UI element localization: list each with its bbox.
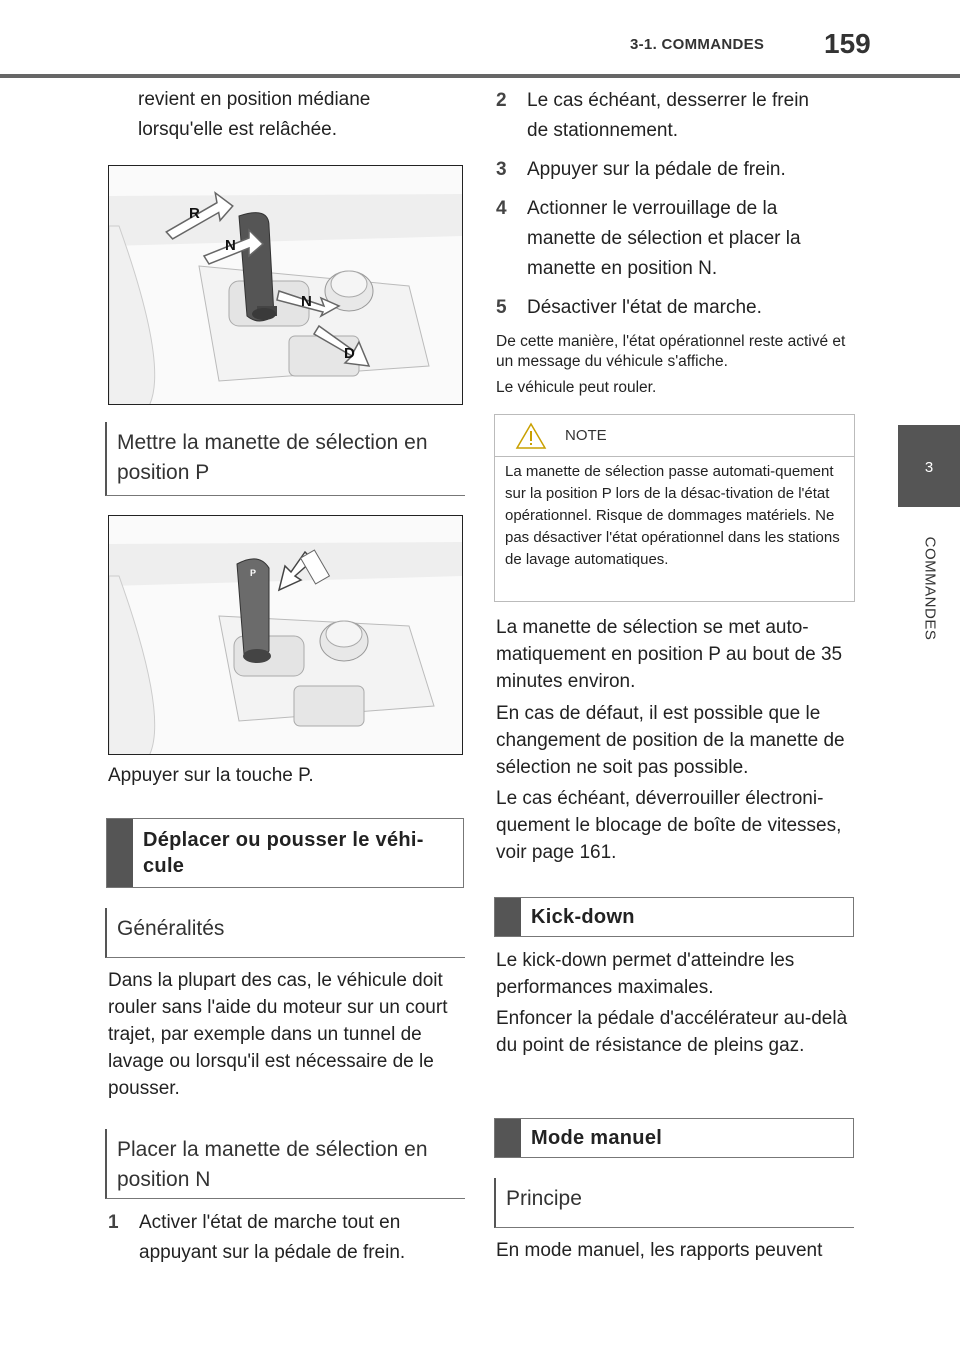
subhead-neutral-position: Placer la manette de sélection en position N [105, 1129, 465, 1199]
after-steps-text: De cette manière, l'état opérationnel reste activé et un message du véhicule s'affiche. [496, 333, 846, 370]
step-1 [108, 1208, 468, 1268]
figure-park-button [108, 515, 463, 755]
subhead-general: Généralités [105, 908, 465, 958]
kickdown-text-2: Enfoncer la pédale d'accélérateur au-delà du point de résistance de pleins gaz. [496, 1008, 848, 1056]
heading-move-vehicle [106, 818, 464, 888]
heading-manual-mode-text: Mode manuel [531, 1127, 663, 1149]
note-box [494, 414, 855, 602]
fault-text: En cas de défaut, il est possible que le changement de position de la manette de sélection ne soit pas possible. [496, 703, 845, 778]
page-number: 159 [824, 28, 871, 59]
step-3-line-1: Appuyer sur la pédale de frein. [527, 159, 786, 180]
step-3-number: 3 [496, 159, 507, 180]
header-rule [0, 74, 960, 78]
intro-line-2: lorsqu'elle est relâchée. [138, 119, 338, 140]
heading-bar [495, 1119, 521, 1157]
park-button-illustration [109, 516, 463, 755]
step-2-line-2: de stationnement. [527, 120, 679, 141]
intro-line-1: revient en position médiane [138, 89, 371, 110]
fig1-label-r: R [189, 205, 200, 222]
step-4-line-3: manette en position N. [527, 258, 718, 279]
step-5-line-1: Désactiver l'état de marche. [527, 297, 762, 318]
note-text: La manette de sélection passe automati-quement sur la position P lors de la désac-tivation de l'état opérationnel. Risque de dommages matériels. Ne pas désactiver l'état opérationnel dans les stations de lavage automatiques. [505, 463, 840, 568]
auto-park-text: La manette de sélection se met auto-matiquement en position P au bout de 35 minutes environ. [496, 617, 843, 692]
manual-mode-text: En mode manuel, les rapports peuvent [496, 1240, 823, 1261]
fig2-label-p: P [250, 568, 257, 578]
step-1-number: 1 [108, 1212, 119, 1233]
step-4-number: 4 [496, 198, 507, 219]
fig1-label-d: D [344, 345, 355, 362]
step-4-line-2: manette de sélection et placer la [527, 228, 801, 249]
step-4 [496, 194, 856, 284]
subhead-principle: Principe [494, 1178, 854, 1228]
unlock-text: Le cas échéant, déverrouiller électroni-quement le blocage de boîte de vitesses, voir page 161. [496, 788, 842, 863]
can-roll-text: Le véhicule peut rouler. [496, 379, 657, 396]
heading-kickdown [494, 897, 854, 937]
step-1-line-2: appuyant sur la pédale de frein. [139, 1242, 406, 1263]
step-4-line-1: Actionner le verrouillage de la [527, 198, 778, 219]
heading-bar [107, 819, 133, 887]
kickdown-text-1: Le kick-down permet d'atteindre les performances maximales. [496, 950, 795, 998]
general-paragraph: Dans la plupart des cas, le véhicule doit rouler sans l'aide du moteur sur un court trajet, par exemple dans un tunnel de lavage ou lorsqu'il est nécessaire de le pousser. [108, 970, 448, 1099]
step-5 [496, 293, 856, 323]
chapter-side-label: COMMANDES [921, 536, 939, 641]
fig1-label-n-upper: N [225, 237, 236, 254]
step-2 [496, 86, 856, 146]
step-2-line-1: Le cas échéant, desserrer le frein [527, 90, 809, 111]
fig1-label-n-lower: N [301, 293, 312, 310]
step-5-number: 5 [496, 297, 507, 318]
step-2-number: 2 [496, 90, 507, 111]
subhead-park-position: Mettre la manette de sélection en position P [105, 422, 465, 496]
figure-selector-lever-positions [108, 165, 463, 405]
selector-lever-illustration [109, 166, 463, 405]
note-header [495, 415, 854, 457]
chapter-tab: 3 [898, 425, 960, 507]
running-header-section: 3-1. COMMANDES [630, 36, 765, 53]
press-p-instruction: Appuyer sur la touche P. [108, 765, 314, 786]
step-3 [496, 155, 856, 185]
heading-move-vehicle-text: Déplacer ou pousser le véhi-cule [143, 829, 424, 877]
heading-manual-mode [494, 1118, 854, 1158]
step-1-line-1: Activer l'état de marche tout en [139, 1212, 401, 1233]
note-title: NOTE [565, 427, 607, 444]
heading-kickdown-text: Kick-down [531, 906, 635, 928]
heading-bar [495, 898, 521, 936]
warning-triangle-icon [515, 421, 547, 451]
